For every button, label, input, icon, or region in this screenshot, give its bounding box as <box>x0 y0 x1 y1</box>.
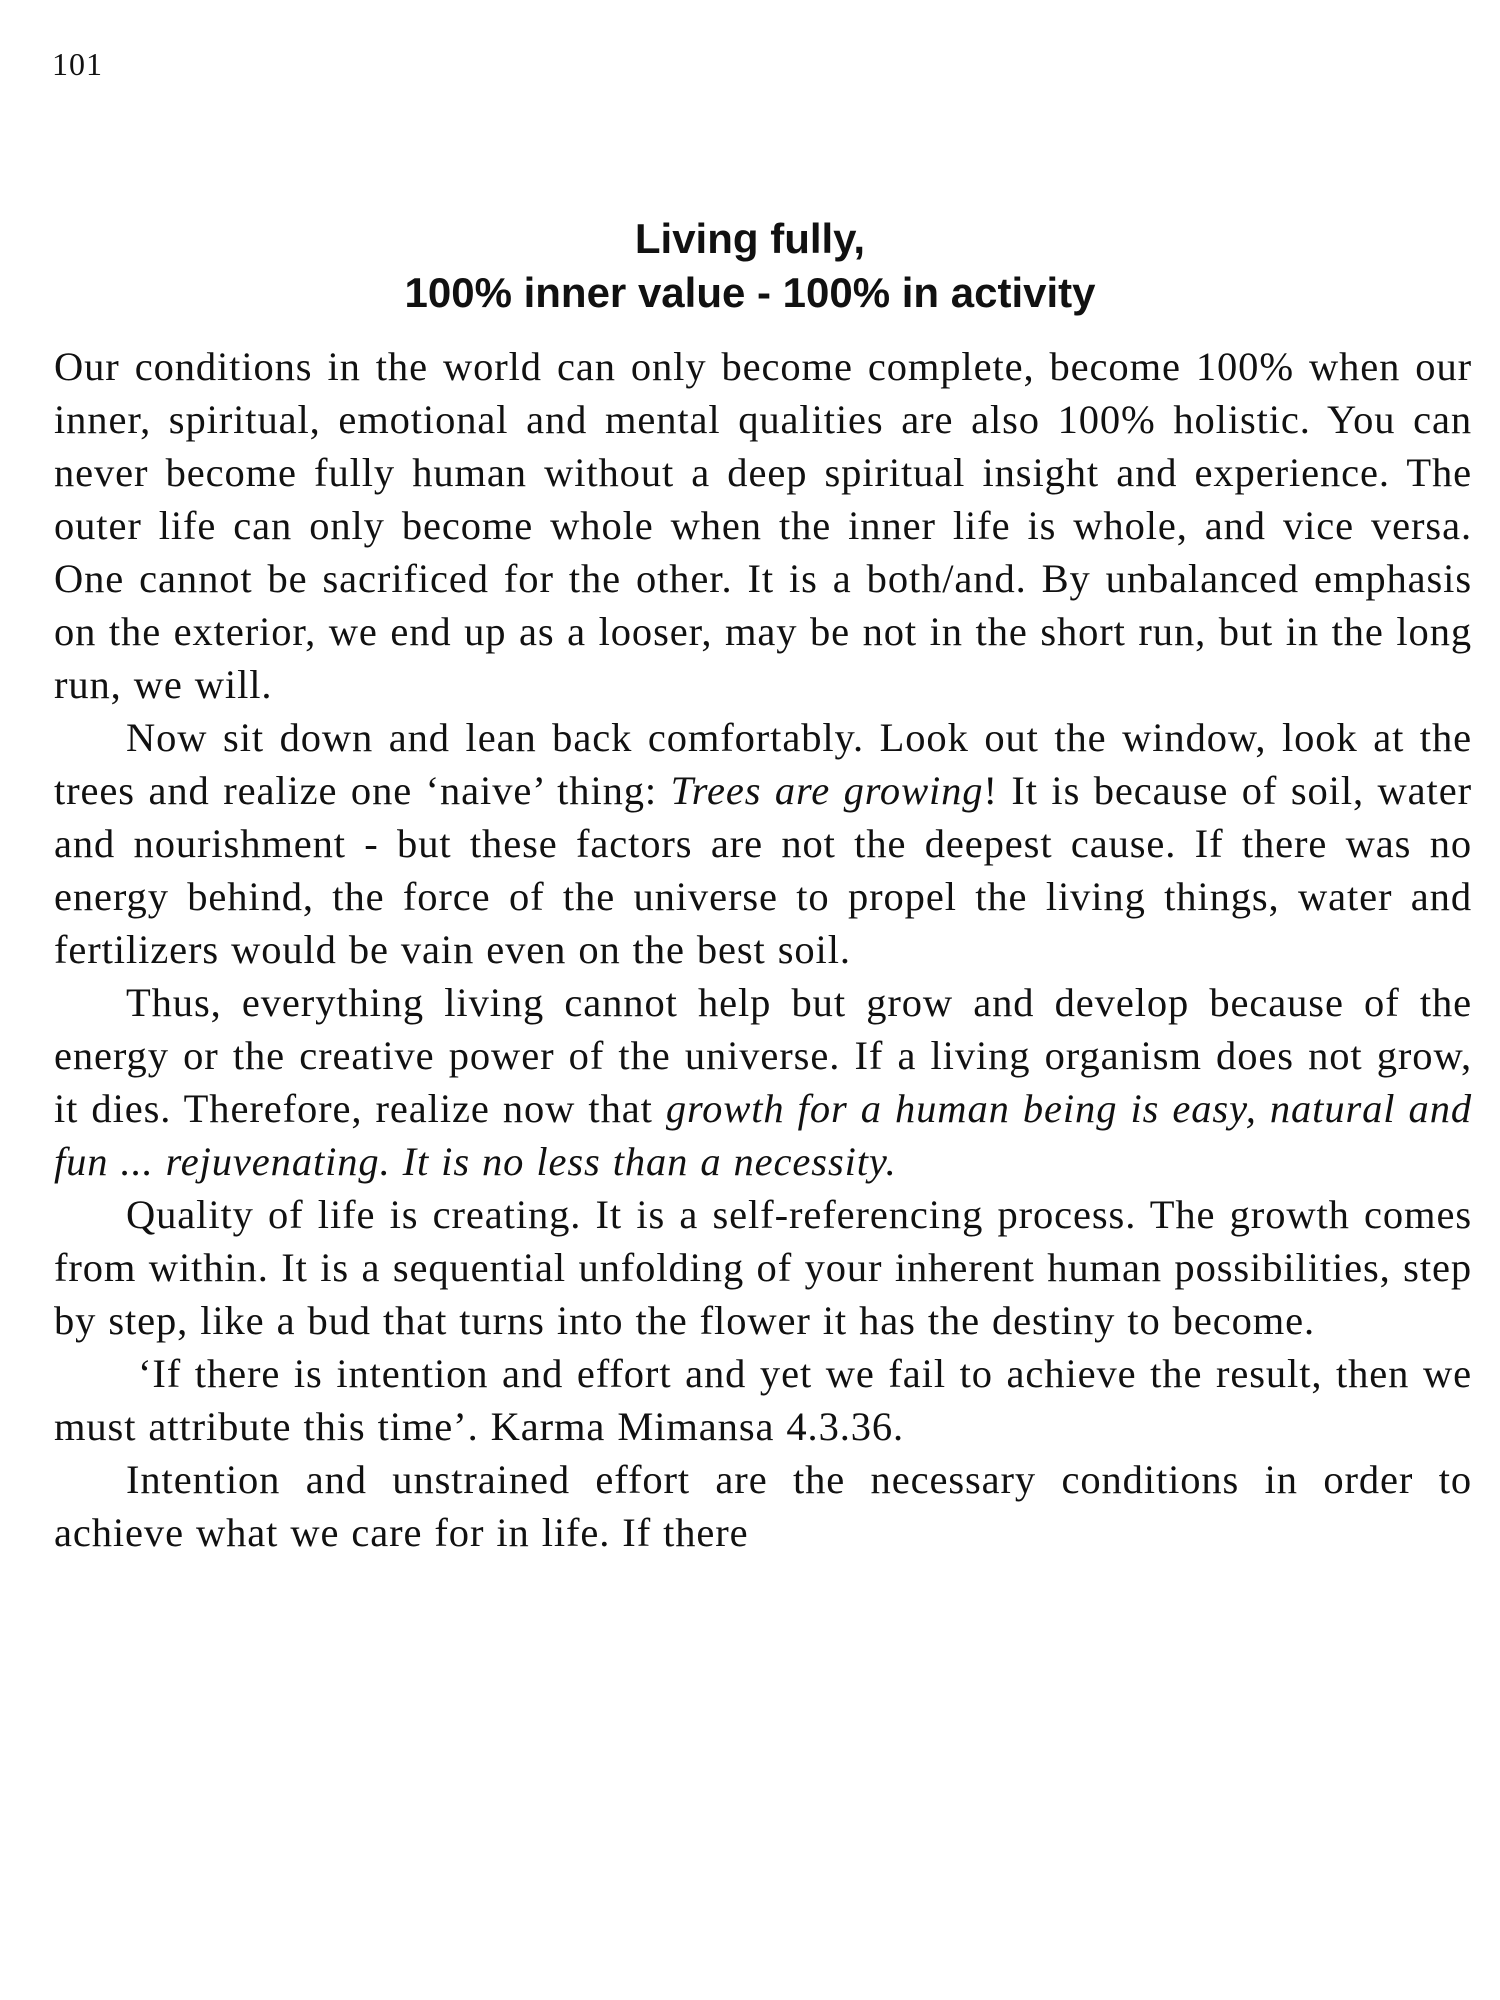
page-number: 101 <box>52 46 103 82</box>
paragraph-6: Intention and unstrained effort are the necessary conditions in order to achieve what we care for in life. If there <box>54 1457 1472 1555</box>
body-text <box>54 340 1472 1559</box>
paragraph-5-quote: ‘If there is intention and effort and yet we fail to achieve the result, then we must attribute this time’. Karma Mimansa 4.3.36. <box>54 1351 1472 1449</box>
paragraph-2 <box>54 711 1472 976</box>
paragraph-3 <box>54 976 1472 1188</box>
paragraph-3-text-a: Thus, everything living cannot help but grow and develop because of the energy or the creative power of the universe. If a living organism does not grow, it dies. Therefore, realize now that <box>54 980 1472 1131</box>
paragraph-2-text-a: Now sit down and lean back comfortably. Look out the window, look at the trees and realize one ‘naive’ thing: <box>54 715 1472 813</box>
chapter-title-line-2: 100% inner value - 100% in activity <box>404 269 1096 316</box>
paragraph-3-italic: growth for a human being is easy, natural and fun ... rejuvenating. It is no less than a necessity. <box>54 1086 1473 1184</box>
paragraph-2-italic: Trees are growing <box>670 768 984 813</box>
paragraph-4: Quality of life is creating. It is a self-referencing process. The growth comes from within. It is a sequential unfolding of your inherent human possibilities, step by step, like a bud that turns into the flower it has the destiny to become. <box>54 1192 1472 1343</box>
paragraph-1: Our conditions in the world can only become complete, become 100% when our inner, spiritual, emotional and mental qualities are also 100% holistic. You can never become fully human without a deep spiritual insight and experience. The outer life can only become whole when the inner life is whole, and vice versa. One cannot be sacrificed for the other. It is a both/and. By unbalanced emphasis on the exterior, we end up as a looser, may be not in the short run, but in the long run, we will. <box>54 344 1472 707</box>
paragraph-2-text-c: ! It is because of soil, water and nourishment - but these factors are not the deepest cause. If there was no energy behind, the force of the universe to propel the living things, water and fertilizers would be vain even on the best soil. <box>54 768 1472 972</box>
chapter-title <box>0 212 1500 320</box>
chapter-title-line-1: Living fully, <box>634 215 866 262</box>
